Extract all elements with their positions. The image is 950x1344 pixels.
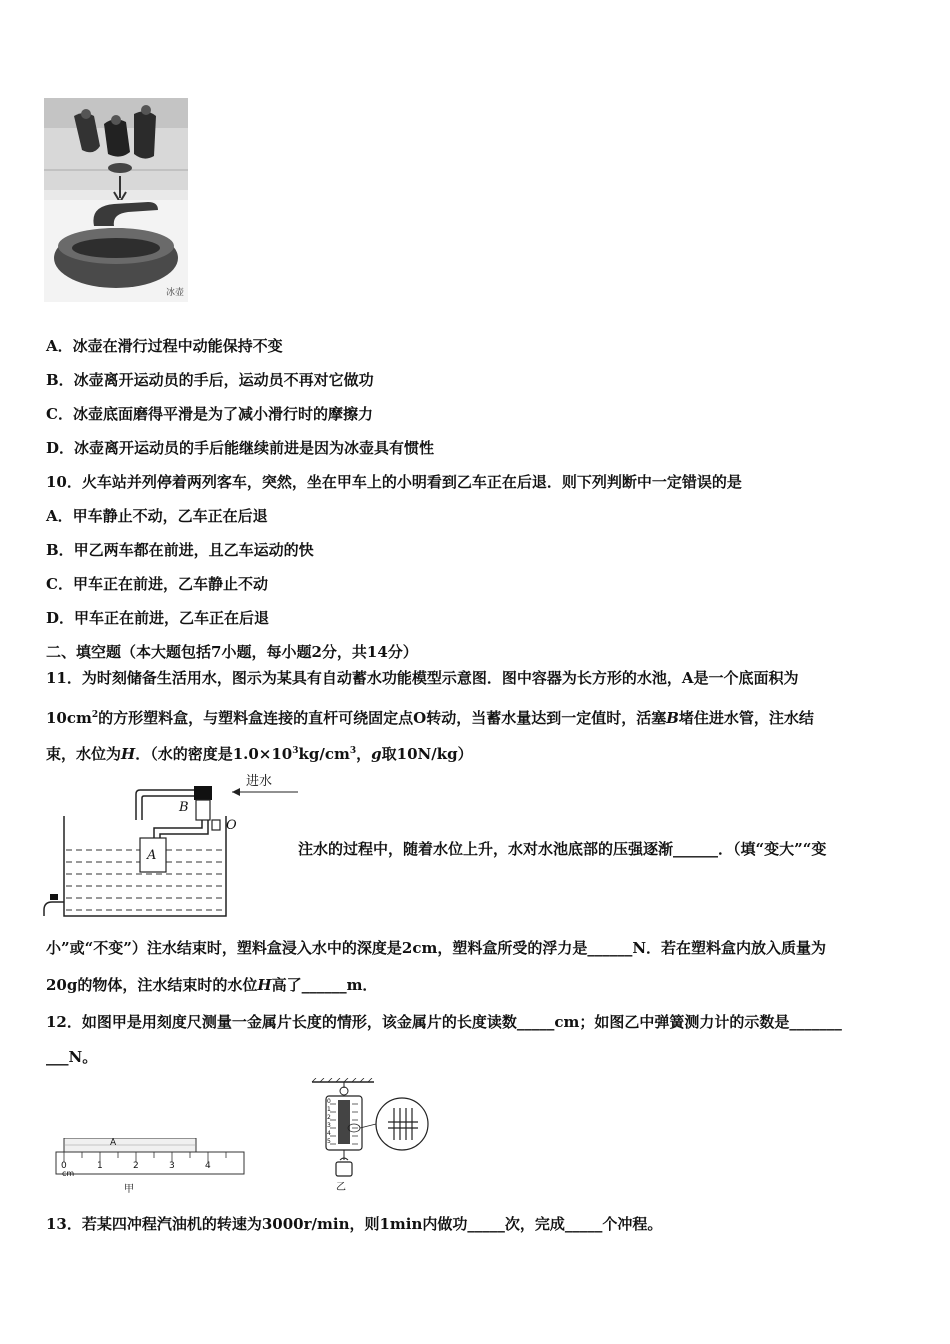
q9-option-a: A．冰壶在滑行过程中动能保持不变	[46, 337, 283, 355]
curling-photo-caption: 冰壶	[165, 288, 184, 298]
inlet-label: 进水	[246, 774, 273, 789]
curling-photo	[44, 98, 188, 302]
q10-option-d: D．甲车正在前进，乙车正在后退	[46, 609, 270, 627]
ruler-tick-2: 2	[133, 1161, 139, 1171]
ruler-piece-label: A	[110, 1138, 117, 1148]
spring-scale-figure	[308, 1078, 432, 1194]
ruler-figure	[54, 1138, 248, 1194]
q10-stem: 10．火车站并列停着两列客车，突然，坐在甲车上的小明看到乙车正在后退．则下列判断中一定错误的是	[46, 473, 742, 491]
scale-tick-0: 0	[327, 1098, 331, 1105]
section-heading: 二、填空题（本大题包括7小题，每小题2分，共14分）	[46, 643, 418, 661]
q13-text: 13．若某四冲程汽油机的转速为3000r/min，则1min内做功_____次，完成_____个冲程。	[46, 1215, 663, 1233]
q11-line-2: $10cm^2$的方形塑料盒，与塑料盒连接的直杆可绕固定点O转动，当蓄水量达到一定值时，活塞B堵住进水管，注水结	[46, 709, 814, 727]
scale-tick-2: 2	[327, 1114, 331, 1121]
scale-tick-3: 3	[327, 1122, 331, 1129]
box-label-a: A	[147, 848, 157, 863]
q10-option-a: A．甲车静止不动，乙车正在后退	[46, 507, 268, 525]
ruler-tick-1: 1	[97, 1161, 103, 1171]
q11-side-text: 注水的过程中，随着水位上升，水对水池底部的压强逐渐______．（填“变大”“变	[298, 840, 827, 858]
pivot-label-o: O	[226, 818, 237, 833]
curling-photo-image	[44, 98, 188, 302]
ruler-tick-0: 0	[61, 1161, 67, 1171]
water-tank-diagram	[36, 770, 302, 920]
ruler-tick-3: 3	[169, 1161, 175, 1171]
q10-option-b: B．甲乙两车都在前进，且乙车运动的快	[46, 541, 314, 559]
q11-line-1: 11．为时刻储备生活用水，图示为某具有自动蓄水功能模型示意图．图中容器为长方形的水池，A是一个底面积为	[46, 669, 799, 687]
ruler-tick-4: 4	[205, 1161, 211, 1171]
ruler-unit: cm	[62, 1169, 75, 1178]
scale-tick-1: 1	[327, 1106, 331, 1113]
ruler-svg	[54, 1138, 248, 1178]
scale-tick-5: 5	[327, 1138, 331, 1145]
scale-tick-4: 4	[327, 1130, 331, 1137]
q9-option-d: D．冰壶离开运动员的手后能继续前进是因为冰壶具有惯性	[46, 439, 435, 457]
scale-caption: 乙	[336, 1182, 346, 1193]
q12-line-1: 12．如图甲是用刻度尺测量一金属片长度的情形，该金属片的长度读数_____cm；如图乙中弹簧测力计的示数是_______	[46, 1013, 842, 1031]
q10-option-c: C．甲车正在前进，乙车静止不动	[46, 575, 268, 593]
ruler-caption: 甲	[124, 1184, 134, 1195]
water-tank-svg	[36, 770, 302, 920]
q11-line-3: 束，水位为H．（水的密度是$1.0\times 10^3kg/cm^3$，g取10N/kg）	[46, 745, 473, 763]
q11-line-4: 小”或“不变”）注水结束时，塑料盒浸入水中的深度是2cm，塑料盒所受的浮力是______N．若在塑料盒内放入质量为	[46, 939, 827, 957]
valve-label-b: B	[179, 800, 189, 815]
q12-line-2: ___N。	[46, 1048, 98, 1066]
q9-option-b: B．冰壶离开运动员的手后，运动员不再对它做功	[46, 371, 374, 389]
q11-line-5: 20g的物体，注水结束时的水位H高了______m．	[46, 976, 378, 994]
q9-option-c: C．冰壶底面磨得平滑是为了减小滑行时的摩擦力	[46, 405, 373, 423]
